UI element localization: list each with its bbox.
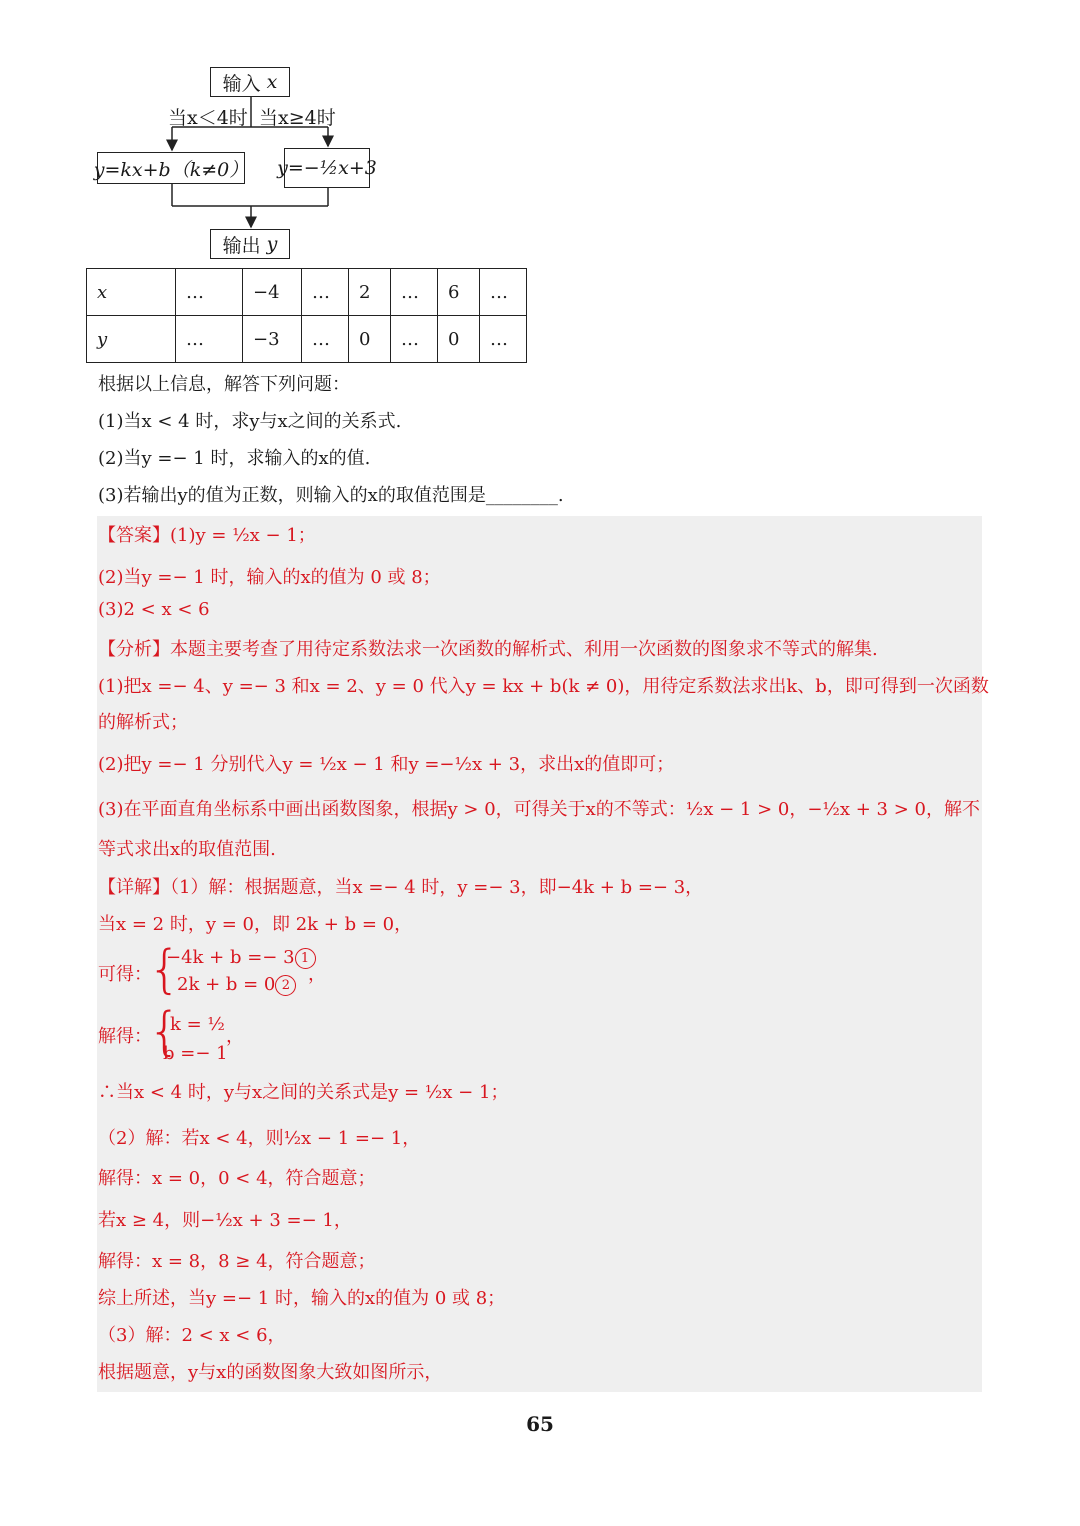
answer-3: (3)2 < x < 6 — [98, 599, 210, 620]
table-cell: 0 — [349, 316, 391, 363]
table-cell: … — [391, 316, 438, 363]
value-table — [86, 268, 527, 363]
detail-11: （3）解：2 < x < 6， — [98, 1325, 286, 1346]
answer-line-1 — [98, 521, 316, 547]
analysis-line — [98, 635, 878, 661]
analysis-1a: (1)把x =− 4、y =− 3 和x = 2、y = 0 代入y = kx + b(k ≠ 0)，用待定系数法求出k、b，即可得到一次函数 — [98, 676, 989, 697]
circle-1: 1 — [295, 948, 316, 969]
question-3-text: (3)若输出y的值为正数，则输入的x的取值范围是 — [98, 485, 486, 506]
analysis-3b: 等式求出x的取值范围. — [98, 839, 276, 860]
system1-eq1-row — [166, 947, 316, 969]
answer-2: (2)当y =− 1 时，输入的x的值为 0 或 8； — [98, 567, 441, 588]
table-cell: … — [176, 316, 243, 363]
table-cell: y — [87, 316, 176, 363]
flow-right-formula: y=−½x+3 — [277, 157, 377, 179]
detail-8: 若x ≥ 4，则−½x + 3 =− 1， — [98, 1210, 352, 1231]
table-cell: 0 — [438, 316, 480, 363]
detail-12: 根据题意，y与x的函数图象大致如图所示， — [98, 1362, 443, 1383]
system1-brace: { — [148, 940, 182, 1000]
analysis-3a: (3)在平面直角坐标系中画出函数图象，根据y > 0，可得关于x的不等式：½x − 1 > 0，−½x + 3 > 0，解不 — [98, 799, 980, 820]
table-cell: … — [480, 269, 527, 316]
table-cell: x — [87, 269, 176, 316]
table-cell: … — [302, 316, 349, 363]
table-cell: −4 — [243, 269, 302, 316]
flow-right-formula-box — [277, 148, 377, 188]
answer-1: (1)y = ½x − 1； — [170, 525, 316, 546]
table-cell: 2 — [349, 269, 391, 316]
flow-output-label: 输出 — [222, 234, 261, 257]
analysis-1b: 的解析式； — [98, 712, 188, 733]
answer-blank: ________. — [485, 485, 564, 506]
detail-5: ∴当x < 4 时，y与x之间的关系式是y = ½x − 1； — [98, 1082, 509, 1103]
flow-left-formula: y=kx+b（k≠0） — [93, 158, 249, 181]
circle-2: 2 — [275, 975, 296, 996]
flow-input-var: x — [266, 71, 278, 93]
analysis-tag: 【分析】 — [98, 639, 170, 660]
detail-9: 解得：x = 8，8 ≥ 4，符合题意； — [98, 1251, 376, 1272]
detail-1: （1）解：根据题意，当x =− 4 时，y =− 3，即−4k + b =− 3， — [170, 877, 704, 898]
table-cell: … — [302, 269, 349, 316]
flow-input-label: 输入 — [222, 72, 261, 95]
table-cell: −3 — [243, 316, 302, 363]
detail-10: 综上所述，当y =− 1 时，输入的x的值为 0 或 8； — [98, 1288, 506, 1309]
detail-tag: 【详解】 — [98, 877, 170, 898]
page-number: 65 — [526, 1412, 554, 1436]
flow-cond-left: 当x＜4时 — [168, 107, 248, 129]
flow-output-box — [210, 229, 290, 259]
system1-tail: ， — [308, 964, 326, 985]
system1-eq2: 2k + b = 0 — [177, 974, 276, 995]
analysis-text: 本题主要考查了用待定系数法求一次函数的解析式、利用一次函数的图象求不等式的解集. — [170, 639, 878, 660]
question-intro: 根据以上信息，解答下列问题： — [98, 374, 350, 395]
analysis-2: (2)把y =− 1 分别代入y = ½x − 1 和y =−½x + 3，求出x的值即可； — [98, 754, 675, 775]
detail-line-1 — [98, 873, 703, 899]
system2-label: 解得： — [98, 1026, 152, 1047]
system1-label: 可得： — [98, 964, 152, 985]
detail-2: 当x = 2 时，y = 0，即 2k + b = 0， — [98, 914, 413, 935]
system2-eq2: b =− 1 — [163, 1043, 228, 1064]
flow-input-box — [210, 67, 290, 97]
table-cell: … — [176, 269, 243, 316]
table-row — [87, 269, 527, 316]
question-1: (1)当x < 4 时，求y与x之间的关系式. — [98, 411, 402, 432]
question-3 — [98, 481, 564, 507]
flow-left-formula-box — [93, 152, 249, 184]
system1-eq2-row — [177, 974, 296, 996]
detail-7: 解得：x = 0，0 < 4，符合题意； — [98, 1168, 376, 1189]
system2-tail: ， — [226, 1026, 244, 1047]
system2-eq1: k = ½ — [170, 1014, 225, 1035]
answer-tag: 【答案】 — [98, 525, 170, 546]
table-row — [87, 316, 527, 363]
question-2: (2)当y =− 1 时，求输入的x的值. — [98, 448, 371, 469]
table-cell: … — [480, 316, 527, 363]
table-cell: 6 — [438, 269, 480, 316]
system1-eq1: −4k + b =− 3 — [166, 947, 295, 968]
system2-brace: { — [148, 1002, 182, 1062]
flow-cond-right: 当x≥4时 — [259, 107, 336, 129]
flow-output-var: y — [266, 233, 278, 255]
table-cell: … — [391, 269, 438, 316]
detail-6: （2）解：若x < 4，则½x − 1 =− 1， — [98, 1128, 421, 1149]
